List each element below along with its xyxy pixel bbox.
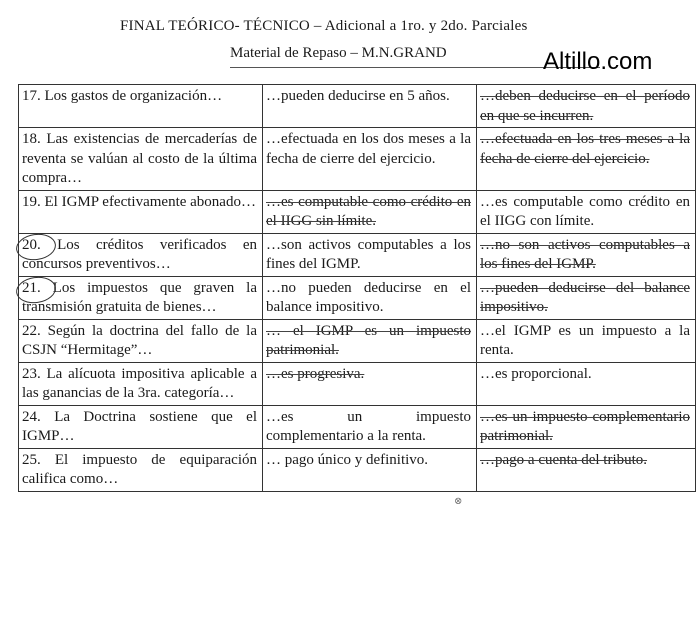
site-watermark: Altillo.com: [543, 48, 653, 75]
question-number: 25.: [22, 451, 41, 468]
option-a-cell: … pago único y definitivo.: [263, 448, 477, 491]
table-row: [19, 362, 696, 405]
statement-text: Los impuestos que graven la transmisión gratuita de bienes…: [22, 279, 257, 315]
page-title: FINAL TEÓRICO- TÉCNICO – Adicional a 1ro. y 2do. Parciales: [120, 18, 528, 34]
option-a-cell: …es computable como crédito en el IIGG sin límite.: [263, 190, 477, 233]
statement-text: Los gastos de organización…: [44, 88, 223, 104]
option-a-cell: …efectuada en los dos meses a la fecha de cierre del ejercicio.: [263, 128, 477, 191]
question-number: 18.: [22, 131, 41, 147]
option-b-cell: …no son activos computables a los fines del IGMP.: [477, 233, 696, 276]
table-row: [19, 85, 696, 128]
statement-text: El IGMP efectivamente abonado…: [44, 193, 256, 210]
question-number: 24.: [22, 408, 41, 425]
statement-text: La alícuota impositiva aplicable a las ganancias de la 3ra. categoría…: [22, 365, 257, 401]
option-a-cell: …son activos computables a los fines del IGMP.: [263, 233, 477, 276]
pen-mark-icon: ⊗: [454, 496, 463, 507]
question-number: 23.: [22, 365, 41, 382]
option-a-cell: …no pueden deducirse en el balance impositivo.: [263, 276, 477, 319]
question-number: 20.: [22, 237, 41, 253]
statement-cell: [19, 448, 263, 491]
option-b-cell: …es proporcional.: [477, 362, 696, 405]
table-row: [19, 448, 696, 491]
option-b-cell: …el IGMP es un impuesto a la renta.: [477, 319, 696, 362]
statement-cell: [19, 233, 263, 276]
table-row: [19, 128, 696, 191]
statement-text: El impuesto de equiparación califica como…: [22, 451, 257, 487]
option-b-cell: …pago a cuenta del tributo.: [477, 448, 696, 491]
statement-cell: [19, 362, 263, 405]
statement-cell: [19, 319, 263, 362]
option-a-cell: …pueden deducirse en 5 años.: [263, 85, 477, 128]
option-b-cell: …es un impuesto complementario patrimonial.: [477, 405, 696, 448]
statement-text: Según la doctrina del fallo de la CSJN “Hermitage”…: [22, 322, 257, 358]
option-b-cell: …efectuada en los tres meses a la fecha de cierre del ejercicio.: [477, 128, 696, 191]
option-b-cell: …pueden deducirse del balance impositivo.: [477, 276, 696, 319]
option-a-cell: …es un impuesto complementario a la renta.: [263, 405, 477, 448]
statement-text: La Doctrina sostiene que el IGMP…: [22, 408, 258, 444]
page-subtitle: Material de Repaso – M.N.GRAND: [230, 45, 447, 61]
option-b-cell: …es computable como crédito en el IIGG con límite.: [477, 190, 696, 233]
statement-cell: [19, 276, 263, 319]
statement-text: Los créditos verificados en concursos preventivos…: [22, 236, 258, 272]
question-number: 21.: [22, 280, 41, 296]
question-number: 22.: [22, 322, 41, 339]
statement-cell: [19, 190, 263, 233]
question-table: [18, 84, 696, 492]
table-row: [19, 276, 696, 319]
question-number: 19.: [22, 193, 41, 210]
statement-cell: [19, 405, 263, 448]
statement-text: Las existencias de mercaderías de reventa se valúan al costo de la última compra…: [22, 131, 258, 186]
statement-cell: [19, 128, 263, 191]
statement-cell: [19, 85, 263, 128]
question-number: 17.: [22, 88, 41, 104]
table-row: [19, 319, 696, 362]
table-row: [19, 190, 696, 233]
option-a-cell: … el IGMP es un impuesto patrimonial.: [263, 319, 477, 362]
option-b-cell: …deben deducirse en el período en que se incurren.: [477, 85, 696, 128]
table-row: [19, 405, 696, 448]
option-a-cell: …es progresiva.: [263, 362, 477, 405]
table-row: [19, 233, 696, 276]
